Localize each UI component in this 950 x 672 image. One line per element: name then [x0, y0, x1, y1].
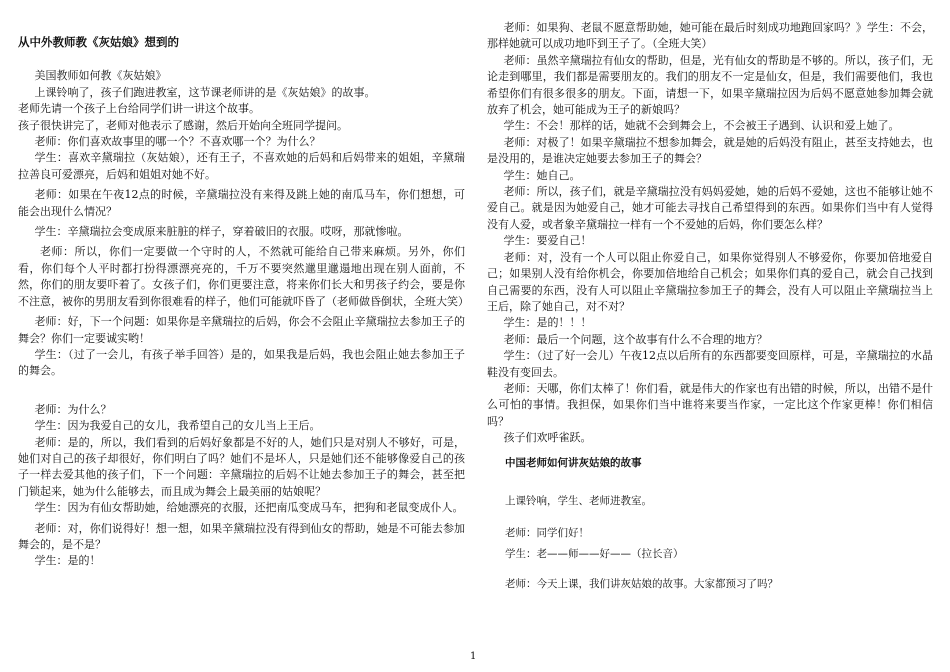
paragraph: 学生：喜欢辛黛瑞拉（灰姑娘），还有王子，不喜欢她的后妈和后妈带来的姐姐，辛黛瑞拉善良可爱漂亮，后妈和姐姐对她不好。	[18, 151, 465, 181]
paragraph: 学生：是的！	[34, 554, 101, 568]
paragraph: 老师：你们喜欢故事里的哪一个？不喜欢哪一个？为什么？	[34, 135, 321, 149]
right-column	[487, 0, 933, 593]
paragraph: 学生：（过了好一会儿）午夜12点以后所有的东西都要变回原样，可是，辛黛瑞拉的水晶鞋没有变回去。	[487, 349, 933, 379]
paragraph: 老师：对，没有一个人可以阻止你爱自己，如果你觉得别人不够爱你，你要加倍地爱自己；如果别人没有给你机会，你要加倍地给自己机会；如果你们真的爱自己，就会自己找到自己需要的东西，没有人可以阻止辛黛瑞拉参加王子的舞会，没有人可以阻止辛黛瑞拉当上王后，除了她自己，对不对？	[487, 250, 933, 313]
section-heading-us: 美国教师如何教《灰姑娘》	[34, 69, 167, 83]
paragraph: 学生：是的！！！	[503, 316, 592, 330]
paragraph: 老师：所以，孩子们，就是辛黛瑞拉没有妈妈爱她，她的后妈不爱她，这也不能够让她不爱自己。就是因为她爱自己，她才可能去寻找自己希望得到的东西。如果你们当中有人觉得没有人爱，或者象辛黛瑞拉一样有一个不爱她的后妈，你们要怎么样？	[487, 185, 933, 231]
paragraph: 学生：因为我爱自己的女儿，我希望自己的女儿当上王后。	[34, 419, 321, 433]
paragraph: 学生：辛黛瑞拉会变成原来脏脏的样子，穿着破旧的衣服。哎呀，那就惨啦。	[34, 225, 409, 239]
paragraph: 孩子很快讲完了，老师对他表示了感谢，然后开始向全班同学提问。	[18, 118, 348, 132]
section-heading-cn: 中国老师如何讲灰姑娘的故事	[505, 456, 642, 469]
paragraph: 学生：不会！那样的话，她就不会到舞会上，不会被王子遇到、认识和爱上她了。	[503, 119, 900, 133]
paragraph: 老师：最后一个问题，这个故事有什么不合理的地方？	[503, 332, 768, 346]
article-title: 从中外教师教《灰姑娘》想到的	[18, 35, 179, 49]
paragraph: 老师：为什么？	[34, 402, 112, 416]
paragraph: 学生：因为有仙女帮助她，给她漂亮的衣服，还把南瓜变成马车，把狗和老鼠变成仆人。	[34, 501, 464, 515]
paragraph: 老师先请一个孩子上台给同学们讲一讲这个故事。	[18, 102, 260, 116]
paragraph: 老师：虽然辛黛瑞拉有仙女的帮助，但是，光有仙女的帮助是不够的。所以，孩子们，无论走到哪里，我们都是需要朋友的。我们的朋友不一定是仙女，但是，我们需要他们，我也希望你们有很多很多的朋友。下面，请想一下，如果辛黛瑞拉因为后妈不愿意她参加舞会就放弃了机会，她可能成为王子的新娘吗？	[487, 53, 933, 117]
paragraph: 老师：如果在午夜12点的时候，辛黛瑞拉没有来得及跳上她的南瓜马车，你们想想，可能会出现什么情况？	[18, 188, 465, 218]
paragraph: 老师：对极了！如果辛黛瑞拉不想参加舞会，就是她的后妈没有阻止，甚至支持她去，也是没用的，是谁决定她要去参加王子的舞会？	[487, 135, 933, 166]
paragraph: 孩子们欢呼雀跃。	[503, 431, 592, 445]
left-column	[18, 0, 469, 570]
paragraph: 学生：她自己。	[503, 168, 581, 182]
paragraph: 老师：如果狗、老鼠不愿意帮助她，她可能在最后时刻成功地跑回家吗？》学生：不会，那样她就可以成功地吓到王子了。（全班大笑）	[487, 21, 933, 51]
paragraph: 老师：对，你们说得好！想一想，如果辛黛瑞拉没有得到仙女的帮助，她是不可能去参加舞会的，是不是？	[18, 521, 465, 551]
paragraph: 老师：好，下一个问题：如果你是辛黛瑞拉的后妈，你会不会阻止辛黛瑞拉去参加王子的舞会？你们一定要诚实哟！	[18, 315, 465, 345]
paragraph: 老师：今天上课，我们讲灰姑娘的故事。大家都预习了吗？	[505, 578, 778, 591]
paragraph: 上课铃响，学生、老师进教室。	[505, 494, 652, 507]
paragraph: 老师：天哪，你们太棒了！你们看，就是伟大的作家也有出错的时候，所以，出错不是什么可怕的事情。我担保，如果你们当中谁将来要当作家，一定比这个作家更棒！你们相信吗？	[487, 381, 933, 428]
paragraph: 老师：是的，所以，我们看到的后妈好象都是不好的人，她们只是对别人不够好，可是，她们对自己的孩子却很好，你们明白了吗？她们不是坏人，只是她们还不能够像爱自己的孩子一样去爱其他的孩子们，下一个问题：辛黛瑞拉的后妈不让她去参加王子的舞会，甚至把门锁起来，她为什么能够去，而且成为舞会上最美丽的姑娘呢？	[18, 435, 465, 498]
paragraph: 学生：要爱自己！	[503, 234, 592, 248]
paragraph: 老师：所以，你们一定要做一个守时的人，不然就可能给自己带来麻烦。另外，你们看，你们每个人平时都打扮得漂漂亮亮的，千万不要突然邋里邋遢地出现在别人面前，不然，你们的朋友要吓着了。女孩子们，你们更要注意，将来你们长大和男孩子约会，要是你不注意，被你的男朋友看到你很难看的样子，他们可能就吓昏了（老师做昏倒状，全班大笑）	[18, 245, 469, 308]
paragraph: 老师：同学们好！	[505, 527, 589, 540]
paragraph: 学生：（过了一会儿，有孩子举手回答）是的，如果我是后妈，我也会阻止她去参加王子的舞会。	[18, 347, 465, 378]
paragraph: 上课铃响了，孩子们跑进教室，这节课老师讲的是《灰姑娘》的故事。	[34, 85, 376, 99]
page-number: 1	[470, 651, 477, 662]
paragraph: 学生：老——师——好——（拉长音）	[505, 547, 684, 560]
